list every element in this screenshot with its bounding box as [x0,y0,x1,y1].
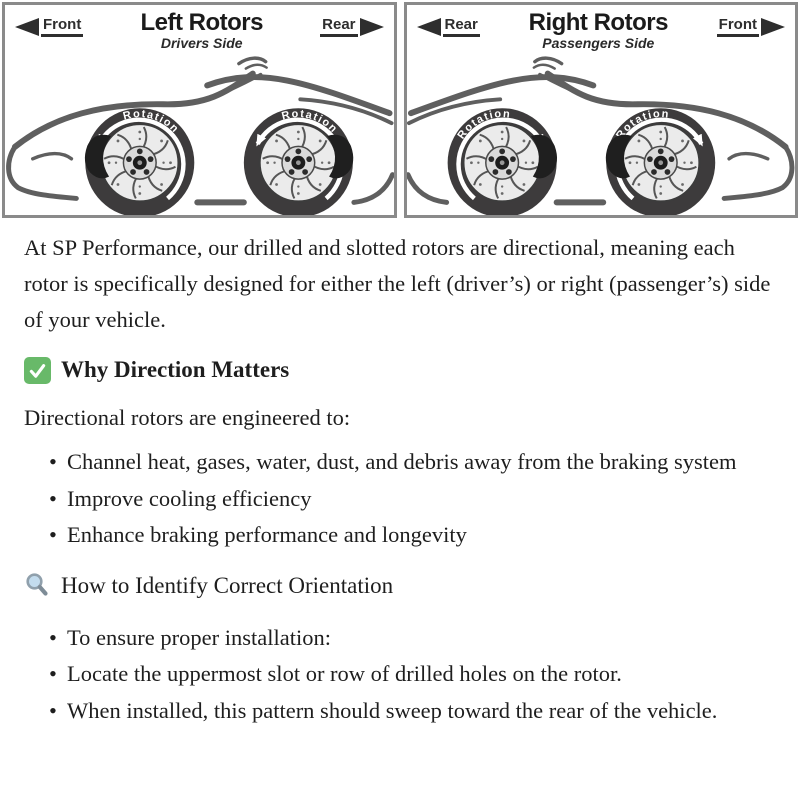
section-heading-why-direction-matters [24,352,776,388]
left-rotors-panel [2,2,397,218]
rear-direction-indicator [320,16,383,37]
list-item-text: When installed, this pattern should sweep toward the rear of the vehicle. [67,697,718,723]
direction-label: Front [717,16,759,37]
panel-subtitle: Passengers Side [542,35,655,51]
front-direction-indicator [717,16,785,37]
front-direction-indicator [15,16,83,37]
panel-subtitle: Drivers Side [160,35,243,51]
direction-label: Rear [320,16,357,37]
list-item [49,481,776,518]
list-item [49,656,776,693]
orientation-steps-list [24,620,776,730]
right-arrow-icon [761,18,785,36]
left-panel-header [5,5,394,51]
list-item [49,517,776,554]
section-heading-text: Why Direction Matters [61,357,290,382]
intro-paragraph: At SP Performance, our drilled and slotted rotors are directional, meaning each rotor is specifically designed for either the left (driver’s) or right (passenger’s) side of your vehicle. [24,235,771,332]
section-heading-text: How to Identify Correct Orientation [61,572,394,598]
section-heading-how-to-identify [24,568,776,604]
direction-label: Front [41,16,83,37]
list-item-text: Enhance braking performance and longevity [67,522,467,547]
right-car-illustration [407,51,796,217]
left-arrow-icon [15,18,39,36]
list-item [49,693,776,730]
list-item [49,620,776,657]
lead-paragraph: Directional rotors are engineered to: [24,405,351,430]
list-item-text: To ensure proper installation: [67,624,331,650]
panel-title: Left Rotors [140,9,263,36]
rotor-direction-diagram [0,0,800,218]
check-mark-icon [24,357,51,384]
right-rotors-panel [404,2,799,218]
right-arrow-icon [360,18,384,36]
rear-direction-indicator [417,16,480,37]
list-item-text: Improve cooling efficiency [67,485,312,511]
list-item-text: Channel heat, gases, water, dust, and debris away from the braking system [67,449,737,474]
left-panel-title-box [140,10,263,51]
list-item [49,444,776,481]
panel-title: Right Rotors [528,9,668,36]
left-arrow-icon [417,18,441,36]
right-panel-header [407,5,796,51]
direction-label: Rear [443,16,480,37]
benefits-list [24,444,776,554]
left-car-illustration [5,51,394,217]
right-panel-title-box [529,10,668,51]
list-item-text: Locate the uppermost slot or row of drilled holes on the rotor. [67,661,622,686]
article-body [0,218,800,729]
magnifier-icon [24,572,51,599]
